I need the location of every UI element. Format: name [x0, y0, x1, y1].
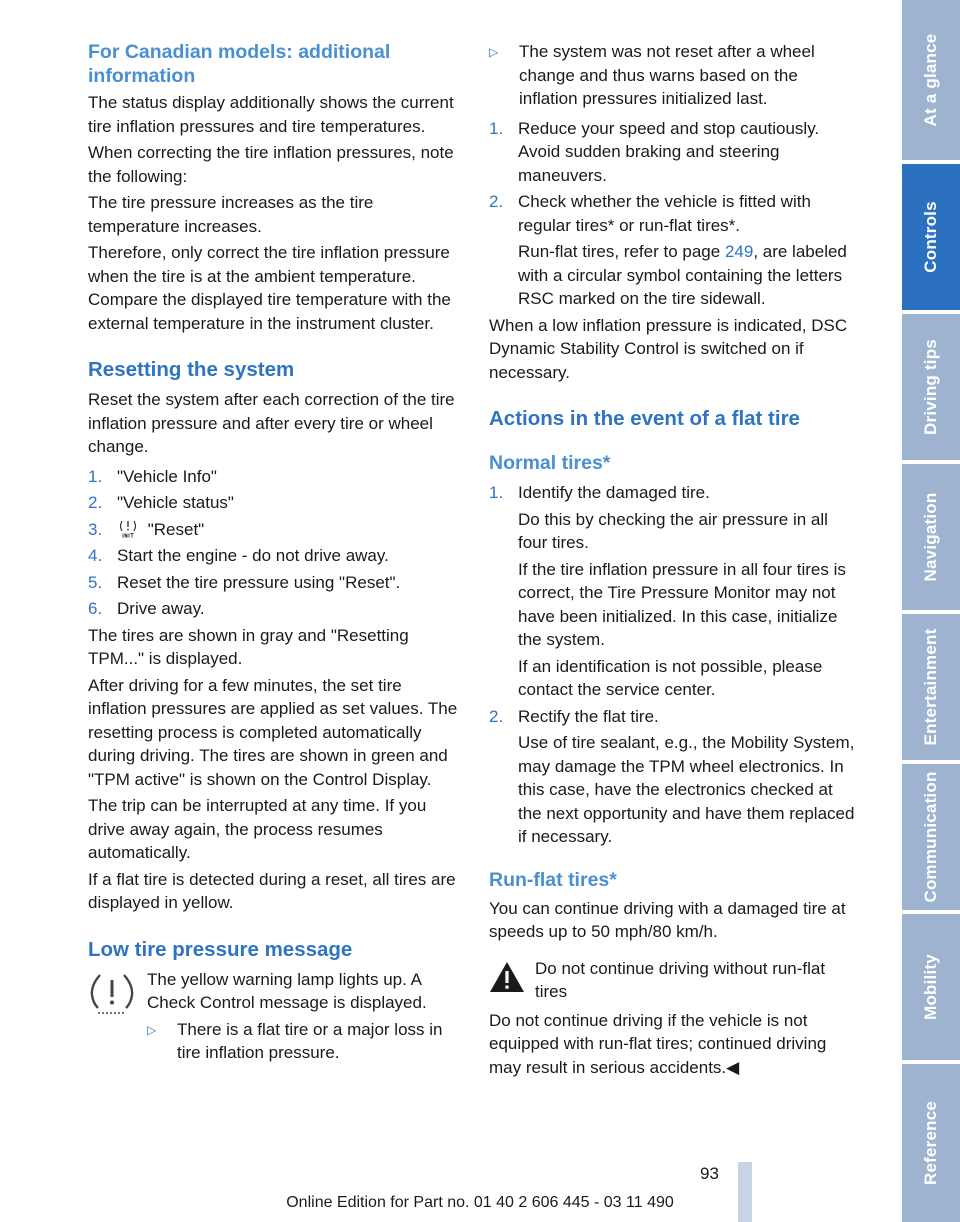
step-number: 1. — [88, 466, 103, 486]
step-number: 1. — [489, 483, 504, 502]
check-steps — [489, 117, 861, 311]
tab-at-a-glance[interactable]: At a glance — [902, 0, 960, 160]
paragraph: When correcting the tire inflation pressures, note the following: — [88, 143, 454, 186]
list-item — [88, 465, 464, 489]
step-text: "Reset" — [147, 519, 205, 539]
chapter-tabs — [900, 0, 960, 1222]
runflat-reference: Run-flat tires, refer to page 249, are labeled with a circular symbol containing the letters RSC marked on the tire sidewall. — [518, 242, 847, 308]
step-text: Start the engine - do not drive away. — [117, 546, 389, 565]
paragraph: If a flat tire is detected during a reset, all tires are displayed in yellow. — [88, 869, 456, 912]
list-item — [88, 544, 464, 568]
list-item — [88, 491, 464, 515]
right-column — [489, 40, 861, 1082]
paragraph: The status display additionally shows the current tire inflation pressures and tire temperatures. — [88, 93, 454, 136]
warning-lamp-box — [88, 968, 464, 1065]
step-number: 5. — [88, 572, 103, 592]
page-number-bar — [738, 1162, 752, 1222]
list-item — [489, 705, 861, 849]
warning-triangle-icon — [489, 961, 525, 993]
step-number: 2. — [489, 706, 504, 726]
step-detail: If an identification is not possible, please contact the service center. — [518, 656, 823, 699]
list-item — [489, 117, 861, 188]
page-link[interactable]: 249 — [724, 242, 754, 261]
step-number: 6. — [88, 599, 103, 618]
step-text: Check whether the vehicle is fitted with regular tires* or run-flat tires*. — [518, 192, 811, 235]
step-detail: Use of tire sealant, e.g., the Mobility System, may damage the TPM wheel electronics. In this case, have the electronics checked at the next opportunity and have them replaced if necessary. — [518, 733, 855, 846]
bullet-item — [489, 40, 861, 111]
flat-tire-heading: Actions in the event of a flat tire — [489, 407, 800, 430]
warning-text: The yellow warning lamp lights up. A Check Control message is displayed. — [147, 969, 427, 1012]
reset-heading: Resetting the system — [88, 358, 295, 381]
paragraph: After driving for a few minutes, the set tire inflation pressures are applied as set values. The resetting process is completed automatically during driving. The tires are shown in green and "TPM active" is shown on the Control Display. — [88, 675, 458, 789]
list-item — [489, 481, 861, 702]
caution-text: Do not continue driving if the vehicle is not equipped with run-flat tires; continued driving may result in serious accidents.◀ — [489, 1010, 827, 1077]
bullet-text: The system was not reset after a wheel change and thus warns based on the inflation pressures initialized last. — [519, 42, 815, 108]
reset-steps — [88, 465, 464, 621]
tpm-init-icon — [117, 519, 139, 539]
paragraph: You can continue driving with a damaged tire at speeds up to 50 mph/80 km/h. — [489, 898, 846, 941]
tire-pressure-warning-icon — [88, 971, 136, 1017]
list-item — [88, 571, 464, 595]
paragraph: The tire pressure increases as the tire temperature increases. — [88, 193, 374, 236]
runflat-heading: Run-flat tires* — [489, 868, 617, 891]
list-item — [489, 190, 861, 311]
footer: Online Edition for Part no. 01 40 2 606 445 - 03 11 490 — [286, 1194, 674, 1211]
normal-tires-heading: Normal tires* — [489, 452, 611, 474]
left-column — [88, 40, 464, 1070]
bullet-triangle-icon: ▷ — [489, 45, 499, 59]
normal-tire-steps — [489, 481, 861, 849]
paragraph: The trip can be interrupted at any time. If you drive away again, the process resumes automatically. — [88, 796, 427, 862]
caution-box — [489, 957, 861, 1004]
tab-navigation[interactable]: Navigation — [902, 464, 960, 610]
canadian-heading: For Canadian models: additional information — [88, 41, 391, 87]
list-item — [88, 597, 464, 621]
paragraph: Therefore, only correct the tire inflation pressure when the tire is at the ambient temperature. Compare the displayed tire temperature with the external temperature in the instrument cluster. — [88, 243, 451, 333]
step-number: 2. — [88, 493, 103, 512]
paragraph: The tires are shown in gray and "Resetting TPM..." is displayed. — [88, 625, 409, 668]
step-number: 4. — [88, 546, 103, 565]
step-text: Reset the tire pressure using "Reset". — [117, 572, 401, 592]
step-number: 3. — [88, 519, 103, 539]
step-number: 1. — [489, 118, 504, 138]
tab-controls[interactable]: Controls — [902, 164, 960, 310]
step-text: Reduce your speed and stop cautiously. Avoid sudden braking and steering maneuvers. — [518, 118, 820, 185]
step-text: Identify the damaged tire. — [518, 483, 710, 502]
bullet-triangle-icon: ▷ — [147, 1022, 157, 1037]
tab-driving-tips[interactable]: Driving tips — [902, 314, 960, 460]
bullet-text: There is a flat tire or a major loss in tire inflation pressure. — [177, 1019, 443, 1062]
tab-reference[interactable]: Reference — [902, 1064, 960, 1222]
page-number: 93 — [700, 1164, 719, 1183]
step-text: Drive away. — [117, 599, 205, 618]
tab-entertainment[interactable]: Entertainment — [902, 614, 960, 760]
tab-mobility[interactable]: Mobility — [902, 914, 960, 1060]
tab-communication[interactable]: Communication — [902, 764, 960, 910]
bullet-item — [147, 1018, 464, 1065]
step-text: "Vehicle Info" — [117, 466, 217, 486]
step-text: "Vehicle status" — [117, 493, 234, 512]
paragraph: Reset the system after each correction of the tire inflation pressure and after every tire or wheel change. — [88, 390, 455, 456]
list-item — [88, 518, 464, 542]
step-text: Rectify the flat tire. — [518, 706, 659, 726]
step-detail: Do this by checking the air pressure in all four tires. — [518, 509, 828, 552]
step-detail: If the tire inflation pressure in all four tires is correct, the Tire Pressure Monitor may not have been initialized. In this case, initialize the system. — [518, 559, 846, 649]
step-number: 2. — [489, 192, 504, 211]
low-pressure-heading: Low tire pressure message — [88, 937, 353, 961]
paragraph: When a low inflation pressure is indicated, DSC Dynamic Stability Control is switched on if necessary. — [489, 315, 848, 382]
caution-title: Do not continue driving without run-flat tires — [535, 958, 826, 1001]
